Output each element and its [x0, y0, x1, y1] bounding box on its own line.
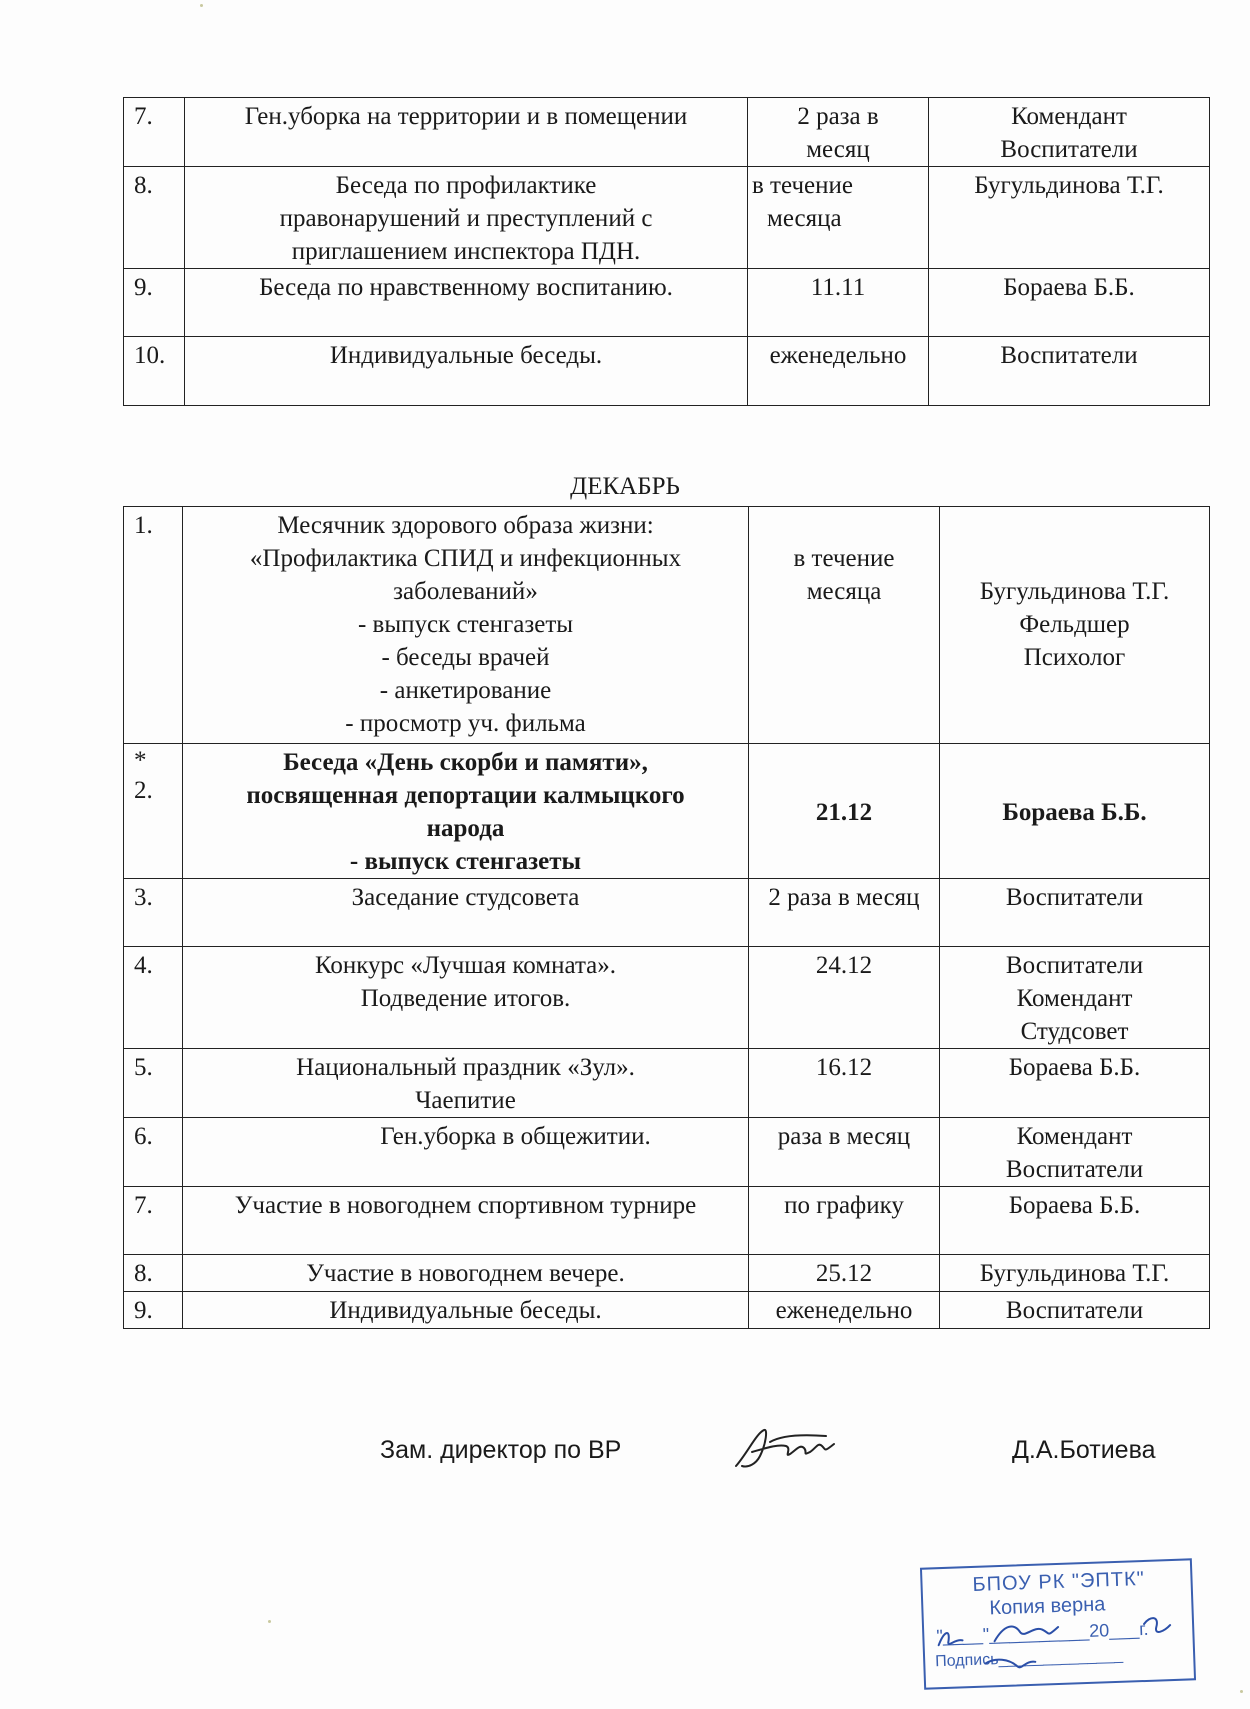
responsible-cell: [929, 167, 1210, 269]
event-text: - выпуск стенгазеты: [357, 611, 574, 638]
stamp-title: Копия верна: [989, 1593, 1106, 1620]
responsible-text: Воспитатели: [1000, 342, 1138, 369]
event-text: Участие в новогоднем спортивном турнире: [234, 1192, 697, 1219]
row-number: 4.: [124, 947, 183, 1049]
event-text: Ген.уборка на территории и в помещении: [244, 103, 688, 130]
responsible-text: Студсовет: [1020, 1018, 1129, 1045]
event-text: заболеваний»: [393, 578, 538, 605]
event-cell: [185, 269, 748, 337]
responsible-text: Воспитатели: [1000, 136, 1138, 163]
table-row: [124, 1118, 1210, 1187]
responsible-text: Комендант: [1016, 1123, 1133, 1150]
table-row: [124, 337, 1210, 406]
table-row: [124, 269, 1210, 337]
event-text: «Профилактика СПИД и инфекционных: [249, 545, 682, 572]
date-cell: [749, 1118, 940, 1187]
date-text: раза в месяц: [777, 1123, 911, 1150]
date-cell: [749, 744, 940, 879]
event-text: - анкетирование: [379, 677, 552, 704]
date-text: месяца: [767, 205, 842, 232]
scan-speck: [200, 4, 203, 7]
scan-speck: [268, 1620, 271, 1623]
scan-speck: [1240, 1690, 1243, 1693]
responsible-cell: [940, 1118, 1210, 1187]
responsible-cell: [929, 337, 1210, 406]
date-text: 25.12: [815, 1260, 873, 1287]
date-cell: [749, 947, 940, 1049]
event-text: Беседа «День скорби и памяти»,: [283, 749, 648, 776]
date-text: 24.12: [815, 952, 873, 979]
responsible-text: Фельдшер: [1019, 611, 1130, 638]
event-text: Беседа по нравственному воспитанию.: [259, 274, 673, 301]
responsible-cell: [929, 269, 1210, 337]
stamp-handwriting: [922, 1560, 1194, 1687]
event-text: Индивидуальные беседы.: [329, 342, 603, 369]
row-number: 6.: [124, 1118, 183, 1187]
responsible-cell: [940, 947, 1210, 1049]
responsible-text: Комендант: [1016, 985, 1133, 1012]
date-text: по графику: [784, 1192, 904, 1219]
table-row: [124, 879, 1210, 947]
date-text: месяца: [806, 578, 882, 605]
responsible-text: Воспитатели: [1005, 1297, 1144, 1324]
table-row: [124, 98, 1210, 167]
event-cell: [183, 744, 749, 879]
date-text: еженедельно: [769, 342, 907, 369]
date-text: месяц: [806, 136, 870, 163]
event-cell: [183, 507, 749, 744]
event-cell: [183, 1049, 749, 1118]
copy-certified-stamp: [920, 1558, 1196, 1689]
event-cell: [183, 1255, 749, 1292]
table-row: [124, 1292, 1210, 1329]
event-cell: [183, 879, 749, 947]
event-cell: [183, 1187, 749, 1255]
event-cell: [183, 1292, 749, 1329]
row-number: 8.: [124, 167, 185, 269]
stamp-date-line: "____"__________20___г.: [936, 1618, 1149, 1647]
table-row: [124, 947, 1210, 1049]
event-text: Беседа по профилактике: [335, 172, 597, 199]
date-cell: [749, 507, 940, 744]
date-text: в течение: [752, 172, 853, 199]
signature-block: [0, 1436, 1250, 1480]
event-cell: [183, 1118, 749, 1187]
date-cell: [748, 269, 929, 337]
date-cell: [749, 1255, 940, 1292]
row-number: 1.: [124, 507, 183, 744]
table-row: [124, 1255, 1210, 1292]
event-text: приглашением инспектора ПДН.: [291, 238, 641, 265]
responsible-cell: [940, 1255, 1210, 1292]
stamp-signature-line: Подпись______________: [934, 1646, 1124, 1671]
event-text: Чаепитие: [415, 1087, 516, 1114]
stamp-organization: БПОУ РК "ЭПТК": [972, 1567, 1146, 1596]
date-text: еженедельно: [775, 1297, 913, 1324]
row-number: [124, 744, 183, 879]
responsible-cell: [940, 1049, 1210, 1118]
responsible-text: Воспитатели: [1005, 1156, 1144, 1183]
event-text: - просмотр уч. фильма: [345, 710, 586, 737]
responsible-text: Воспитатели: [1005, 884, 1144, 911]
responsible-text: Бугульдинова Т.Г.: [979, 578, 1170, 605]
responsible-cell: [929, 98, 1210, 167]
december-plan-table: [123, 506, 1210, 1329]
event-text: - беседы врачей: [381, 644, 550, 671]
date-text: 2 раза в месяц: [768, 884, 920, 911]
responsible-cell: [940, 744, 1210, 879]
row-number: 7.: [124, 98, 185, 167]
event-text: Индивидуальные беседы.: [329, 1297, 602, 1324]
event-text: Конкурс «Лучшая комната».: [314, 952, 617, 979]
table-row: [124, 1187, 1210, 1255]
event-text: Национальный праздник «Зул».: [296, 1054, 635, 1081]
event-text: Ген.уборка в общежитии.: [380, 1123, 651, 1150]
event-text: Участие в новогоднем вечере.: [306, 1260, 625, 1287]
event-text: Месячник здорового образа жизни:: [277, 512, 654, 539]
row-number: 5.: [124, 1049, 183, 1118]
responsible-cell: [940, 507, 1210, 744]
responsible-text: Бораева Б.Б.: [1008, 1054, 1141, 1081]
date-text: 21.12: [815, 798, 873, 826]
event-text: - выпуск стенгазеты: [349, 848, 582, 875]
signer-name: Д.А.Ботиева: [1012, 1436, 1156, 1464]
event-cell: [183, 947, 749, 1049]
responsible-text: Бугульдинова Т.Г.: [974, 172, 1164, 199]
table-row: [124, 167, 1210, 269]
date-text: 2 раза в: [797, 103, 879, 130]
event-cell: [185, 167, 748, 269]
row-number: 10.: [124, 337, 185, 406]
date-cell: [749, 879, 940, 947]
event-text: Заседание студсовета: [351, 884, 580, 911]
event-text: народа: [426, 815, 505, 842]
responsible-text: Психолог: [1023, 644, 1126, 671]
date-text: 16.12: [815, 1054, 873, 1081]
row-number: 9.: [124, 269, 185, 337]
row-number: 9.: [124, 1292, 183, 1329]
event-text: Подведение итогов.: [360, 985, 571, 1012]
table-row: [124, 744, 1210, 879]
responsible-text: Комендант: [1011, 103, 1127, 130]
responsible-text: Бораева Б.Б.: [1008, 1192, 1141, 1219]
date-cell: [749, 1049, 940, 1118]
responsible-text: Бораева Б.Б.: [1003, 274, 1135, 301]
handwritten-signature: [730, 1422, 840, 1478]
row-mark: *: [134, 747, 147, 774]
date-cell: [748, 98, 929, 167]
date-cell: [748, 167, 929, 269]
responsible-cell: [940, 879, 1210, 947]
date-text: 11.11: [810, 274, 866, 301]
table-row: [124, 507, 1210, 744]
table-row: [124, 1049, 1210, 1118]
event-text: правонарушений и преступлений с: [279, 205, 653, 232]
responsible-cell: [940, 1187, 1210, 1255]
responsible-text: Бораева Б.Б.: [1002, 798, 1147, 826]
responsible-cell: [940, 1292, 1210, 1329]
row-number: 7.: [124, 1187, 183, 1255]
date-cell: [749, 1187, 940, 1255]
responsible-text: Воспитатели: [1005, 952, 1144, 979]
event-cell: [185, 337, 748, 406]
row-number: 3.: [124, 879, 183, 947]
november-plan-table: [123, 97, 1210, 406]
date-text: в течение: [793, 545, 895, 572]
date-cell: [748, 337, 929, 406]
event-text: посвященная депортации калмыцкого: [246, 782, 685, 809]
event-cell: [185, 98, 748, 167]
row-number-text: 2.: [134, 777, 153, 804]
signer-position: Зам. директор по ВР: [380, 1436, 622, 1464]
row-number: 8.: [124, 1255, 183, 1292]
responsible-text: Бугульдинова Т.Г.: [979, 1260, 1170, 1287]
month-heading: ДЕКАБРЬ: [570, 473, 680, 500]
date-cell: [749, 1292, 940, 1329]
